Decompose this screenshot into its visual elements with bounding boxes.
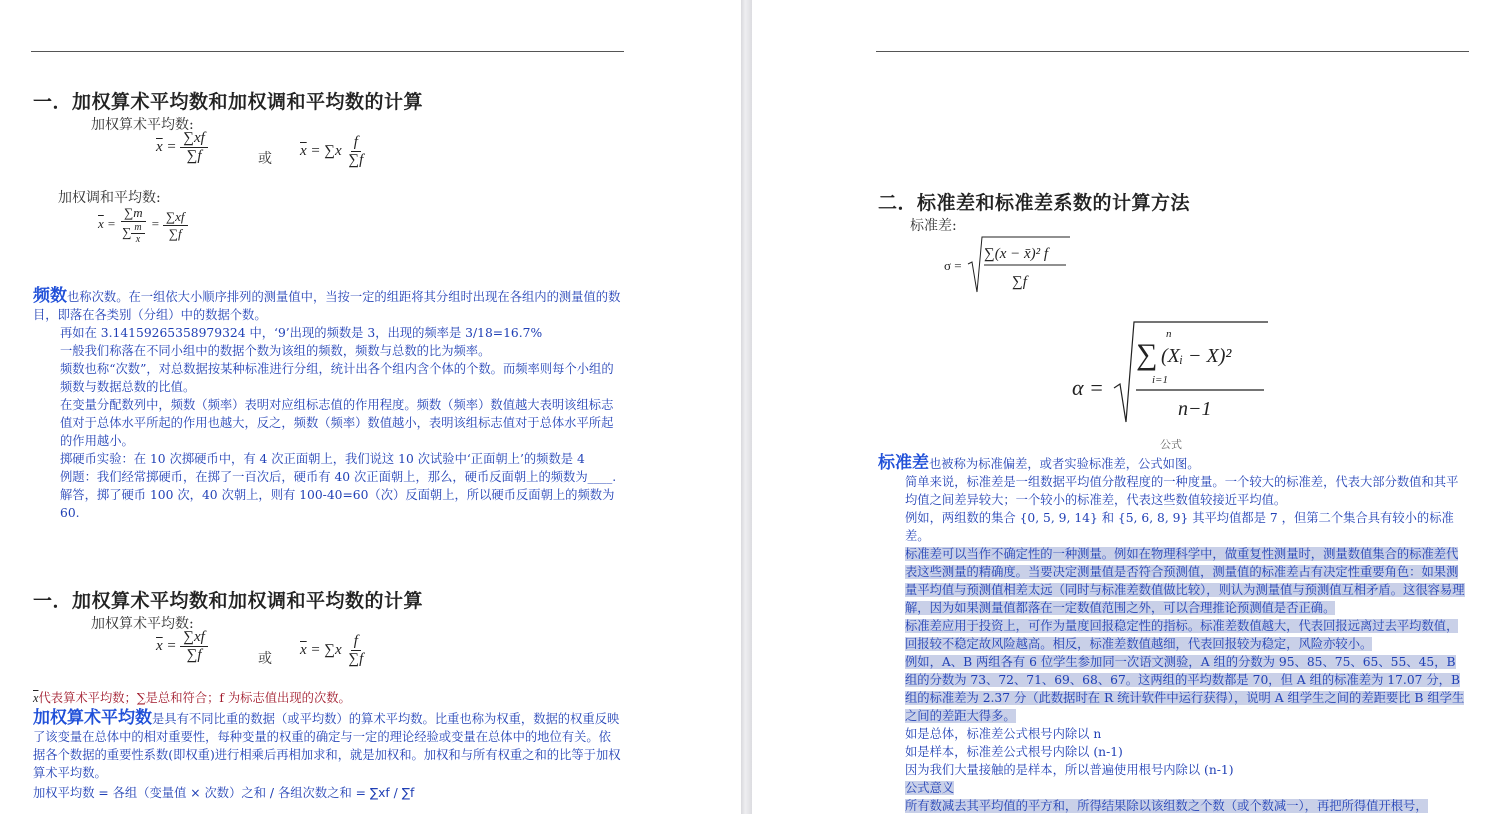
page-gutter xyxy=(741,0,752,814)
formula-caption: 公式 xyxy=(1160,438,1182,451)
symbol-note: $\overline{x}$代表算术平均数；∑是总和符合；f 为标志值出现的次数。 xyxy=(33,691,351,705)
or-label: 或 xyxy=(258,151,272,167)
weighted-mean-keyword: 加权算术平均数 xyxy=(33,708,152,728)
document-page-right xyxy=(752,0,1511,814)
header-rule xyxy=(31,51,624,52)
std-dev-line: 如是样本，标准差公式根号内除以 (n-1) xyxy=(905,745,1123,759)
sd-formula-small xyxy=(942,234,1072,296)
sd-label: 标准差: xyxy=(910,218,957,234)
frequency-paragraph: 一般我们称落在不同小组中的数据个数为该组的频数，频数与总数的比为频率。 xyxy=(60,344,491,358)
std-dev-intro: 也被称为标准偏差，或者实验标准差，公式如图。 xyxy=(929,457,1200,471)
arith-mean-label: 加权算术平均数: xyxy=(91,616,194,632)
frequency-section xyxy=(33,287,623,522)
frequency-paragraph: 解答，掷了硬币 100 次，40 次朝上，则有 100-40=60（次）反面朝上，所以硬币反面朝上的频数为 60. xyxy=(60,488,615,520)
std-dev-section xyxy=(878,454,1468,814)
arith-mean-formula: $\overline{x}$ = $\frac{\sum xf}{\sum f}$ xyxy=(156,629,208,664)
std-dev-line: 因为我们大量接触的是样本，所以普遍使用根号内除以 (n-1) xyxy=(905,763,1234,777)
svg-text:n: n xyxy=(1166,328,1172,340)
svg-text:i=1: i=1 xyxy=(1152,374,1168,386)
formula-meaning-text: 所有数减去其平均值的平方和，所得结果除以该组数之个数（或个数减一），再把所得值开根号， xyxy=(905,799,1428,813)
svg-text:∑f: ∑f xyxy=(1012,274,1027,290)
harmonic-mean-formula: $\overline{x}$ = ∑m ∑ $\frac{m}{x}$ = $\frac{\sum xf}{\sum f}$ xyxy=(98,205,188,245)
std-dev-keyword: 标准差 xyxy=(878,453,929,473)
header-rule xyxy=(876,51,1469,52)
svg-text:∑(x − x̄)² f: ∑(x − x̄)² f xyxy=(984,246,1049,262)
frequency-paragraph: 频数也称“次数”，对总数据按某种标准进行分组，统计出各个组内含个体的个数。而频率则每个小组的频数与数据总数的比值。 xyxy=(60,362,614,394)
weighted-mean-paragraph: 是具有不同比重的数据（或平均数）的算术平均数。比重也称为权重，数据的权重反映了该变量在总体中的相对重要性，每种变量的权重的确定与一定的理论经验或变量在总体中的地位有关。依据各个数据的重要性系数(即权重)进行相乘后再相加求和，就是加权和。加权和与所有权重之和的比等于加权算术平均数。 xyxy=(33,712,621,780)
arith-mean-label: 加权算术平均数: xyxy=(91,117,194,133)
or-label: 或 xyxy=(258,651,272,667)
std-dev-line: 如是总体，标准差公式根号内除以 n xyxy=(905,727,1102,741)
svg-text:σ =: σ = xyxy=(944,258,962,273)
frequency-paragraph: 在变量分配数列中，频数（频率）表明对应组标志值的作用程度。频数（频率）数值越大表明该组标志值对于总体水平所起的作用也越大，反之，频数（频率）数值越小，表明该组标志值对于总体水平所起的作用越小。 xyxy=(60,398,614,448)
svg-text:α =: α = xyxy=(1072,375,1104,400)
std-dev-paragraph: 简单来说，标准差是一组数据平均值分散程度的一种度量。一个较大的标准差，代表大部分数值和其平均值之间差异较大；一个较小的标准差，代表这些数值较接近平均值。 xyxy=(905,475,1459,507)
sd-formula-large xyxy=(1070,318,1270,426)
arith-mean-formula-alt: $\overline{x} = \sum x$ $\frac{f}{\sum f}$ xyxy=(300,134,364,168)
frequency-paragraph: 掷硬币实验：在 10 次掷硬币中，有 4 次正面朝上，我们说这 10 次试验中‘正面朝上’的频数是 4 xyxy=(60,452,585,466)
section-heading: 二．标准差和标准差系数的计算方法 xyxy=(878,192,1191,214)
harmonic-mean-label: 加权调和平均数: xyxy=(58,190,161,206)
weighted-mean-section xyxy=(33,709,623,802)
svg-text:n−1: n−1 xyxy=(1178,398,1212,420)
std-dev-highlighted-paragraph: 例如，A、B 两组各有 6 位学生参加同一次语文测验，A 组的分数为 95、85、75、65、55、45，B 组的分数为 73、72、71、69、68、67。这两组的平均数都是 70，但 A 组的标准差为 17.07 分，B 组的标准差为 2.37 分（此数据时在 R 统计软件中运行获得），说明 A 组学生之间的差距要比 B 组学生之间的差距大得多。 xyxy=(905,655,1465,723)
frequency-paragraph: 也称次数。在一组依大小顺序排列的测量值中，当按一定的组距将其分组时出现在各组内的测量值的数目，即落在各类别（分组）中的数据个数。 xyxy=(33,290,621,322)
svg-text:∑: ∑ xyxy=(1136,338,1158,371)
std-dev-paragraph: 例如，两组数的集合 {0, 5, 9, 14} 和 {5, 6, 8, 9} 其平均值都是 7 ，但第二个集合具有较小的标准差。 xyxy=(905,511,1454,543)
arith-mean-formula-alt: $\overline{x} = \sum x$ $\frac{f}{\sum f}$ xyxy=(300,633,364,667)
frequency-paragraph: 再如在 3.14159265358979324 中，‘9’出现的频数是 3，出现的频率是 3/18=16.7% xyxy=(60,326,543,340)
section-heading: 一．加权算术平均数和加权调和平均数的计算 xyxy=(33,590,424,612)
std-dev-highlighted-paragraph: 标准差应用于投资上，可作为量度回报稳定性的指标。标准差数值越大，代表回报远离过去平均数值，回报较不稳定故风险越高。相反，标准差数值越细，代表回报较为稳定，风险亦较小。 xyxy=(905,619,1459,651)
document-page-left xyxy=(0,0,741,814)
arith-mean-formula: $\overline{x}$ = $\frac{\sum xf}{\sum f}$ xyxy=(156,130,208,165)
weighted-mean-formula-text: 加权平均数 = 各组（变量值 × 次数）之和 / 各组次数之和 = ∑xf / ∑f xyxy=(33,786,415,800)
frequency-keyword: 频数 xyxy=(33,286,67,306)
formula-meaning-heading: 公式意义 xyxy=(905,781,955,795)
std-dev-highlighted-paragraph: 标准差可以当作不确定性的一种测量。例如在物理科学中，做重复性测量时，测量数值集合的标准差代表这些测量的精确度。当要决定测量值是否符合预测值，测量值的标准差占有决定性重要角色：如果测量平均值与预测值相差太远（同时与标准差数值做比较），则认为测量值与预测值互相矛盾。这很容易理解，因为如果测量值都落在一定数值范围之外，可以合理推论预测值是否正确。 xyxy=(905,547,1465,615)
frequency-paragraph: 例题：我们经常掷硬币，在掷了一百次后，硬币有 40 次正面朝上，那么，硬币反面朝上的频数为____. xyxy=(60,470,617,484)
svg-text:(Xᵢ − X)²: (Xᵢ − X)² xyxy=(1161,345,1232,367)
section-heading: 一．加权算术平均数和加权调和平均数的计算 xyxy=(33,91,424,113)
